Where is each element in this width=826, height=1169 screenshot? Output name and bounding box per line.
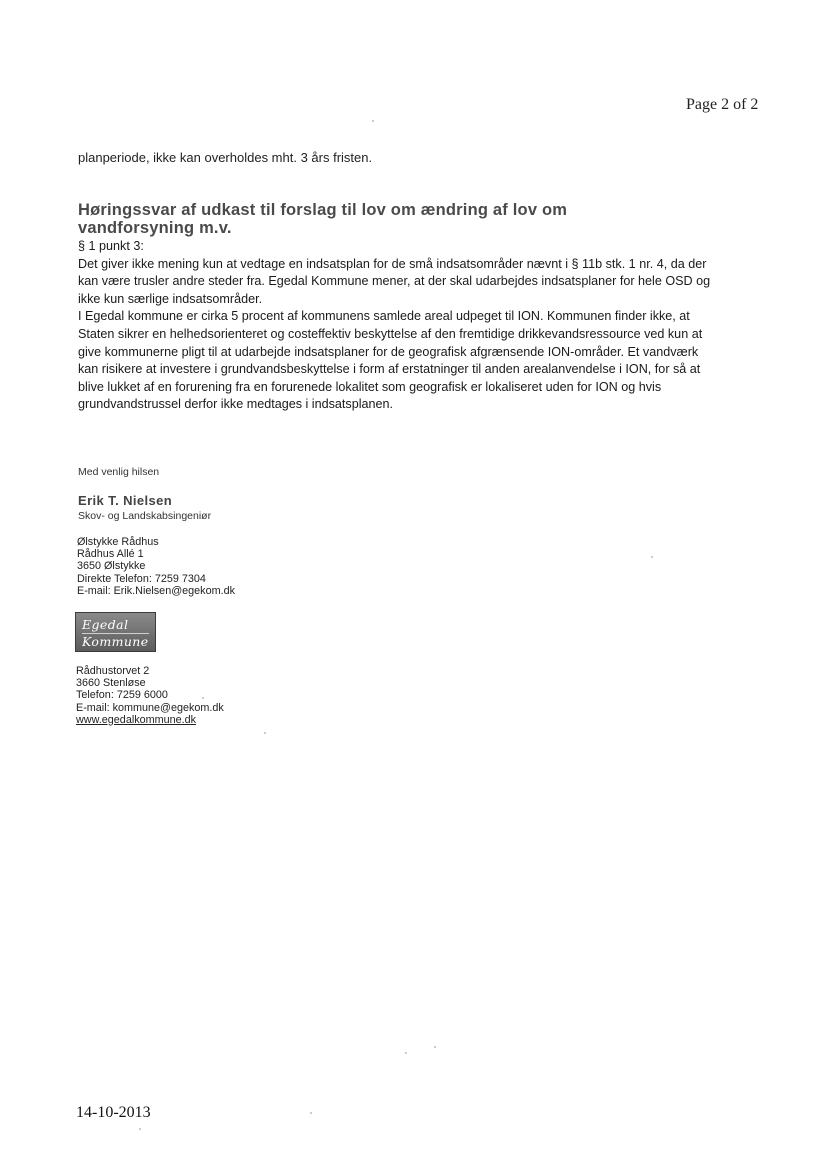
scan-speck [202, 697, 204, 699]
scan-speck [372, 120, 374, 122]
website-link[interactable]: www.egedalkommune.dk [76, 713, 197, 726]
page-number: Page 2 of 2 [686, 96, 759, 113]
org-address-line: 3660 Stenløse [76, 677, 146, 690]
scan-speck [405, 1052, 407, 1054]
body-line: kan være trusler andre steder fra. Egedal Kommune mener, at der skal udarbejdes indsatsplaner for hele OSD og [78, 274, 711, 289]
closing-greeting: Med venlig hilsen [78, 466, 160, 478]
body-line: ikke kun særlige indsatsområder. [78, 291, 263, 306]
logo-text-line-2: Kommune [82, 634, 149, 649]
signer-address [77, 536, 235, 597]
footer-date: 14-10-2013 [76, 1104, 151, 1121]
org-email-line: E-mail: kommune@egekom.dk [76, 701, 224, 714]
scan-speck [139, 1128, 141, 1130]
body-line: blive lukket af en forurening fra en forurenede lokalitet som geografisk er lokaliseret uden for ION og hvis [78, 379, 662, 394]
phone-line: Direkte Telefon: 7259 7304 [77, 572, 206, 585]
egedal-kommune-logo [75, 612, 156, 652]
address-line: 3650 Ølstykke [77, 560, 146, 573]
body-line: I Egedal kommune er cirka 5 procent af kommunens samlede areal udpeget til ION. Kommunen finder ikke, at [78, 309, 690, 324]
body-text [78, 238, 758, 414]
scan-speck [651, 556, 653, 558]
body-line: § 1 punkt 3: [78, 239, 144, 253]
heading-line-1: Høringssvar af udkast til forslag til lov om ændring af lov om [78, 201, 568, 219]
body-line: give kommunerne pligt til at udarbejde indsatsplaner for de geografisk afgrænsende ION-områder. Et vandværk [78, 344, 699, 359]
scan-speck [310, 1112, 312, 1114]
org-phone-line: Telefon: 7259 6000 [76, 689, 168, 702]
body-line: kan risikere at investere i grundvandsbeskyttelse i form af erstatninger til anden arealanvendelse i ION, for så at [78, 362, 701, 377]
address-line: Rådhus Allé 1 [77, 548, 144, 561]
org-address-line: Rådhustorvet 2 [76, 665, 150, 677]
lead-paragraph: planperiode, ikke kan overholdes mht. 3 års fristen. [78, 150, 373, 165]
organization-contact [76, 665, 224, 726]
body-line: Staten sikrer en helhedsorienteret og costeffektiv beskyttelse af den fremtidige drikkevandsressource ved kun at [78, 326, 703, 341]
signer-name: Erik T. Nielsen [78, 493, 173, 508]
heading-line-2: vandforsyning m.v. [78, 219, 232, 237]
scan-speck [264, 732, 266, 734]
logo-text-line-1: Egedal [82, 617, 129, 632]
signer-title: Skov- og Landskabsingeniør [78, 510, 212, 522]
section-heading [78, 201, 718, 237]
address-line: Ølstykke Rådhus [77, 536, 159, 548]
scan-speck [434, 1046, 436, 1048]
body-line: grundvandstrussel derfor ikke medtages i indsatsplanen. [78, 397, 394, 412]
email-line: E-mail: Erik.Nielsen@egekom.dk [77, 584, 235, 597]
body-line: Det giver ikke mening kun at vedtage en indsatsplan for de små indsatsområder nævnt i § 11b stk. 1 nr. 4, da der [78, 256, 707, 271]
